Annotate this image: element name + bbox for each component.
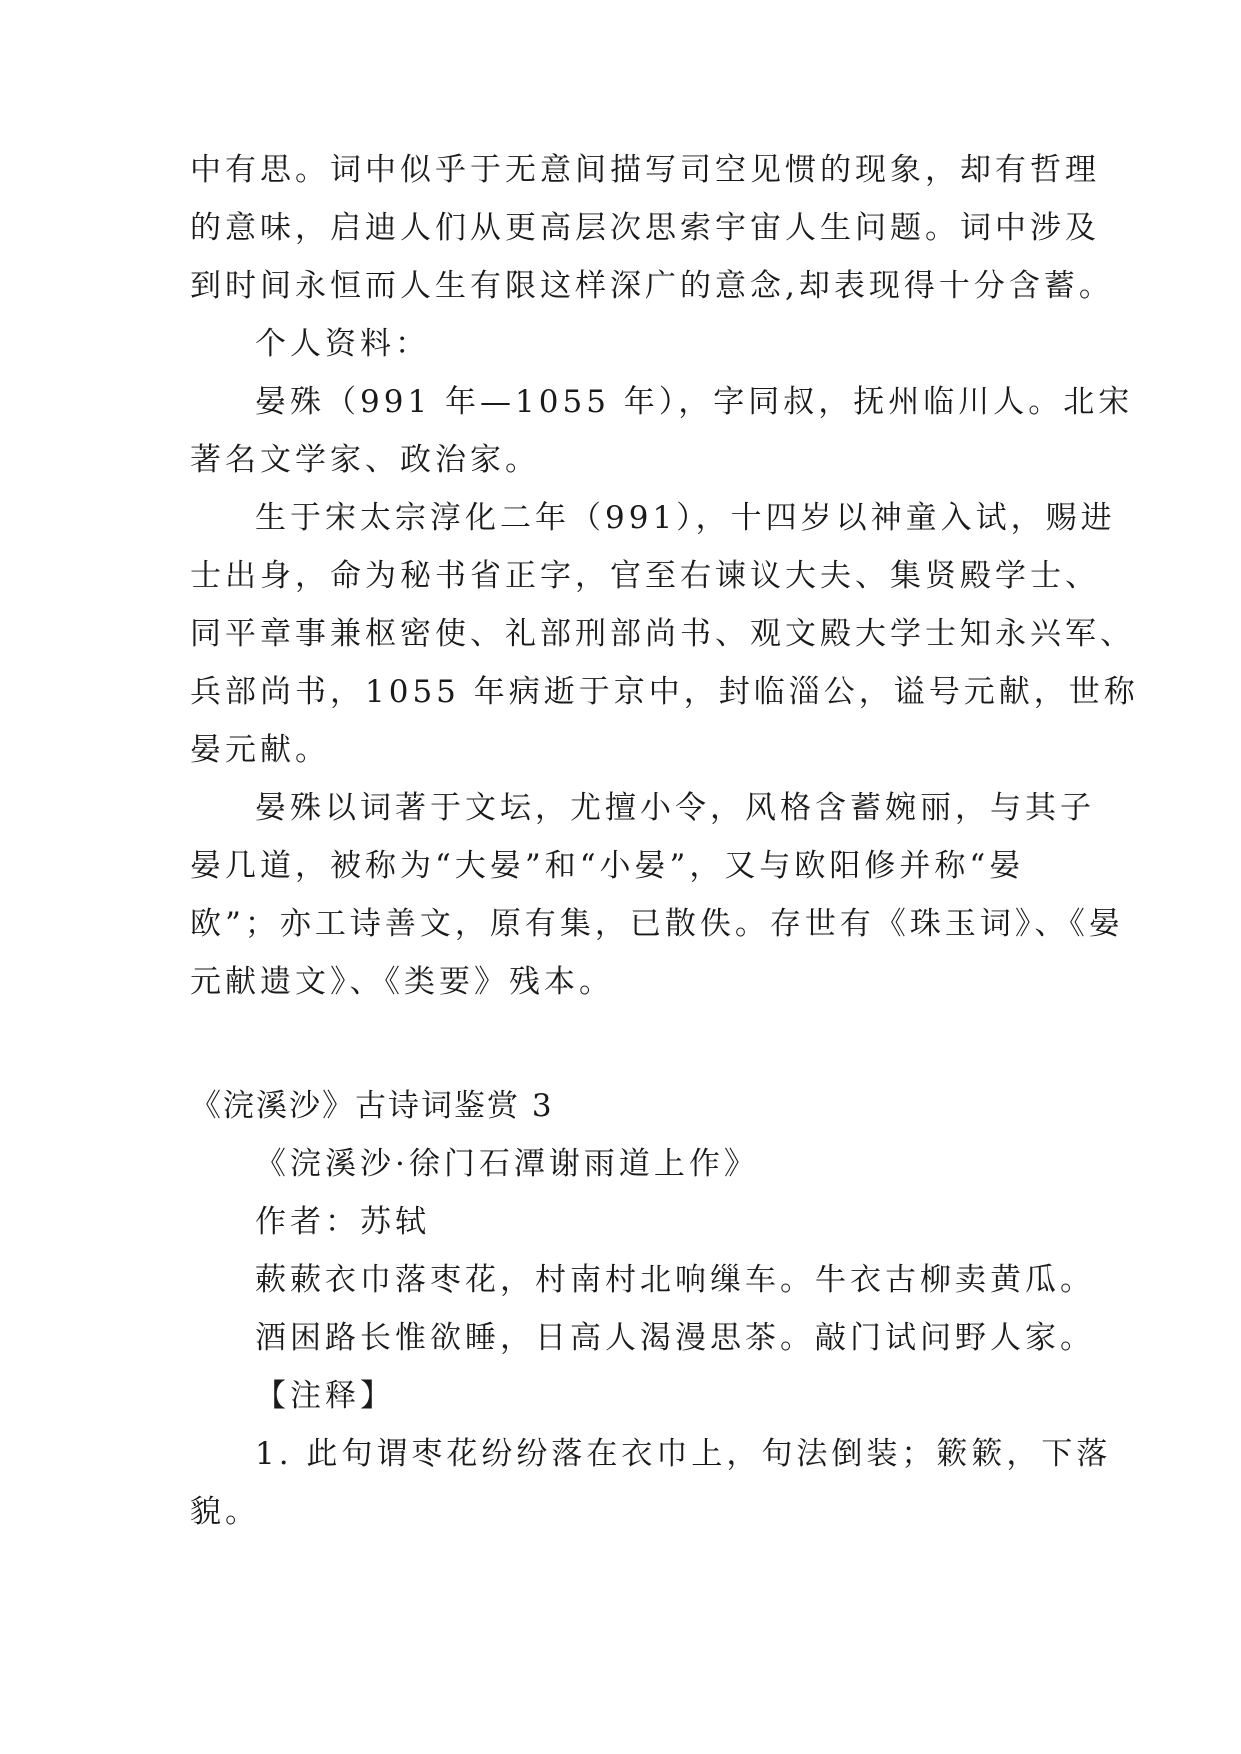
section-heading: 个人资料： <box>255 326 430 362</box>
section-title: 《浣溪沙》古诗词鉴赏 3 <box>190 1088 554 1124</box>
paragraph-line: 兵部尚书，1055 年病逝于京中，封临淄公，谥号元献，世称 <box>190 674 1139 710</box>
note-line: 1. 此句谓枣花纷纷落在衣巾上，句法倒装；簌簌，下落 <box>255 1436 1112 1472</box>
poem-line: 蔌蔌衣巾落枣花，村南村北响缫车。牛衣古柳卖黄瓜。 <box>255 1262 1095 1298</box>
paragraph-line: 元献遗文》、《类要》残本。 <box>190 964 614 1000</box>
poem-line: 酒困路长惟欲睡，日高人渴漫思茶。敲门试问野人家。 <box>255 1320 1095 1356</box>
poem-author: 作者：苏轼 <box>255 1204 430 1240</box>
paragraph-line: 到时间永恒而人生有限这样深广的意念,却表现得十分含蓄。 <box>190 268 1114 304</box>
paragraph-line: 欧”；亦工诗善文，原有集，已散佚。存世有《珠玉词》、《晏 <box>190 906 1124 942</box>
paragraph-line: 著名文学家、政治家。 <box>190 442 540 478</box>
paragraph-line: 晏殊（991 年—1055 年），字同叔，抚州临川人。北宋 <box>255 384 1134 420</box>
paragraph-line: 同平章事兼枢密使、礼部刑部尚书、观文殿大学士知永兴军、 <box>190 616 1135 652</box>
note-line: 貌。 <box>190 1494 260 1530</box>
paragraph-line: 晏殊以词著于文坛，尤擅小令，风格含蓄婉丽，与其子 <box>255 790 1095 826</box>
paragraph-line: 的意味，启迪人们从更高层次思索宇宙人生问题。词中涉及 <box>190 210 1100 246</box>
notes-heading: 【注释】 <box>255 1378 395 1414</box>
paragraph-line: 中有思。词中似乎于无意间描写司空见惯的现象，却有哲理 <box>190 152 1100 188</box>
paragraph-line: 士出身，命为秘书省正字，官至右谏议大夫、集贤殿学士、 <box>190 558 1100 594</box>
paragraph-line: 晏几道，被称为“大晏”和“小晏”，又与欧阳修并称“晏 <box>190 848 1025 884</box>
poem-title: 《浣溪沙·徐门石潭谢雨道上作》 <box>255 1146 759 1182</box>
paragraph-line: 晏元献。 <box>190 732 330 768</box>
paragraph-line: 生于宋太宗淳化二年（991），十四岁以神童入试，赐进 <box>255 500 1116 536</box>
